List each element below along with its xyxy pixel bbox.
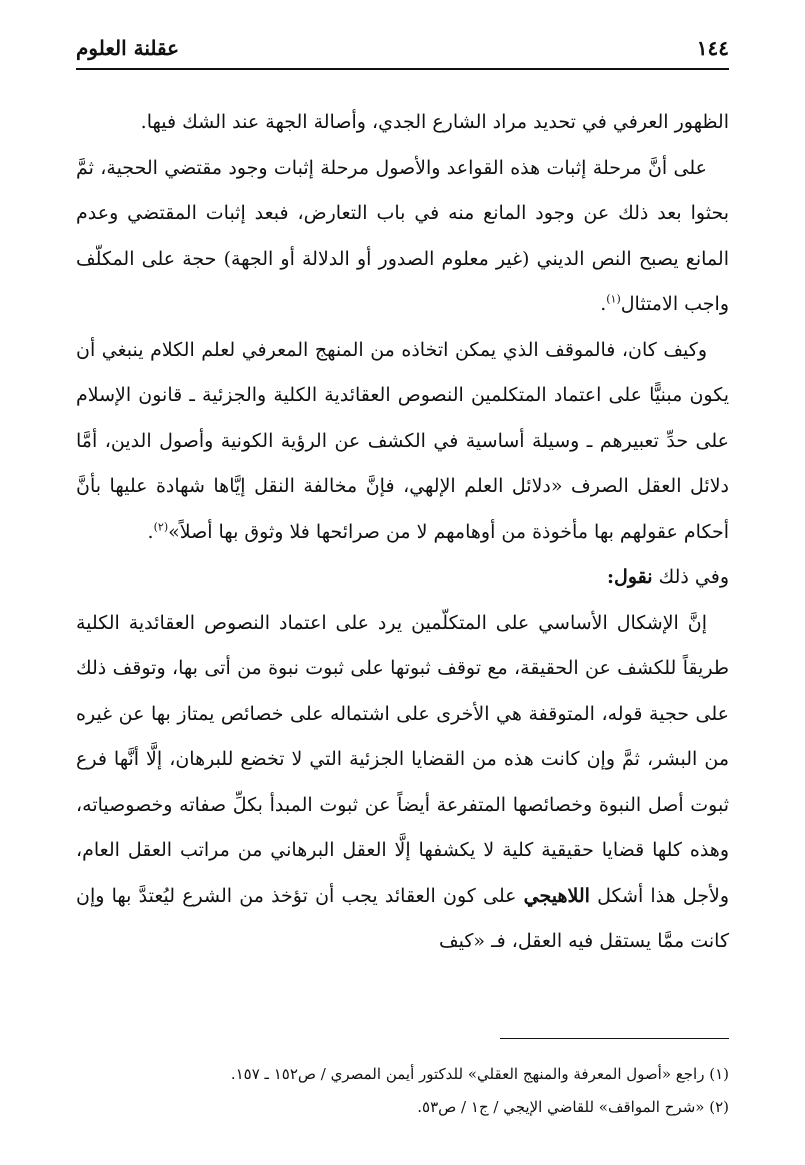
- paragraph-3-text: وكيف كان، فالموقف الذي يمكن اتخاذه من المنهج المعرفي لعلم الكلام ينبغي أن يكون مبنيًّا على اعتماد المتكلمين النصوص العقائدية الكلية والجزئية ـ قانون الإسلام على حدِّ تعبيرهم ـ وسيلة أساسية في الكشف عن الرؤية الكونية وأصول الدين، أمَّا دلائل العقل الصرف «دلائل العلم الإلهي، فإنَّ مخالفة النقل إيَّاها شهادة عليها بأنَّ أحكام عقولهم بها مأخوذة من أوهامهم لا من صرائحها فلا وثوق بها أصلاً»: [76, 338, 729, 543]
- paragraph-2-text: على أنَّ مرحلة إثبات هذه القواعد والأصول مرحلة إثبات وجود مقتضي الحجية، ثمَّ بحثوا بعد ذلك عن وجود المانع منه في باب التعارض، فبعد إثبات المقتضي وعدم المانع يصبح النص الديني (غير معلوم الصدور أو الدلالة أو الجهة) حجة على المكلّف واجب الامتثال: [76, 156, 729, 315]
- footnotes: [76, 1058, 729, 1124]
- section-lead-bold: نقول:: [607, 566, 653, 588]
- paragraph-4-text: إنَّ الإشكال الأساسي على المتكلّمين يرد على اعتماد النصوص العقائدية الكلية طريقاً للكشف عن الحقيقة، مع توقف ثبوتها على ثبوت نبوة من أتى بها، وتوقف ذلك على حجية قوله، المتوقفة هي الأخرى على اشتماله على خصائص يمتاز بها عن غيره من البشر، ثمَّ وإن كانت هذه من القضايا الجزئية التي لا تخضع للبرهان، إلَّا أنَّها فرع ثبوت أصل النبوة وخصائصها المتفرعة أيضاً عن ثبوت المبدأ بكلِّ صفاته وخصوصياته، وهذه كلها قضايا حقيقية كلية لا يكشفها إلَّا العقل البرهاني من مراتب العقل العام، ولأجل هذا أشكل: [76, 611, 730, 907]
- footnote-mark-1: (١): [606, 292, 621, 306]
- paragraph-3: [76, 328, 729, 556]
- footnote-1: (١) راجع «أصول المعرفة والمنهج العقلي» للدكتور أيمن المصري / ص١٥٢ ـ ١٥٧.: [230, 1065, 729, 1083]
- section-lead: [76, 555, 729, 601]
- paragraph-1: الظهور العرفي في تحديد مراد الشارع الجدي، وأصالة الجهة عند الشك فيها.: [140, 111, 729, 133]
- paragraph-2: [76, 146, 729, 328]
- page-header: [76, 30, 729, 66]
- paragraph-3-end: .: [147, 520, 154, 543]
- footnote-mark-2: (٢): [153, 520, 169, 534]
- author-name: اللاهيجي: [523, 884, 590, 907]
- main-text: [76, 100, 729, 965]
- section-lead-prefix: وفي ذلك: [652, 566, 729, 588]
- header-divider: [76, 68, 729, 70]
- footnote-divider: [500, 1038, 729, 1039]
- page-number: ١٤٤: [696, 36, 729, 60]
- footnote-2: (٢) «شرح المواقف» للقاضي الإيجي / ج١ / ص٥٣.: [417, 1098, 729, 1116]
- paragraph-2-end: .: [600, 293, 607, 315]
- paragraph-4: [76, 601, 729, 965]
- running-title: عقلنة العلوم: [76, 36, 180, 60]
- paragraph-4-tail: على كون العقائد يجب أن تؤخذ من الشرع ليُعتدَّ بها وإن كانت ممَّا يستقل فيه العقل، فـ «كيف: [76, 884, 729, 952]
